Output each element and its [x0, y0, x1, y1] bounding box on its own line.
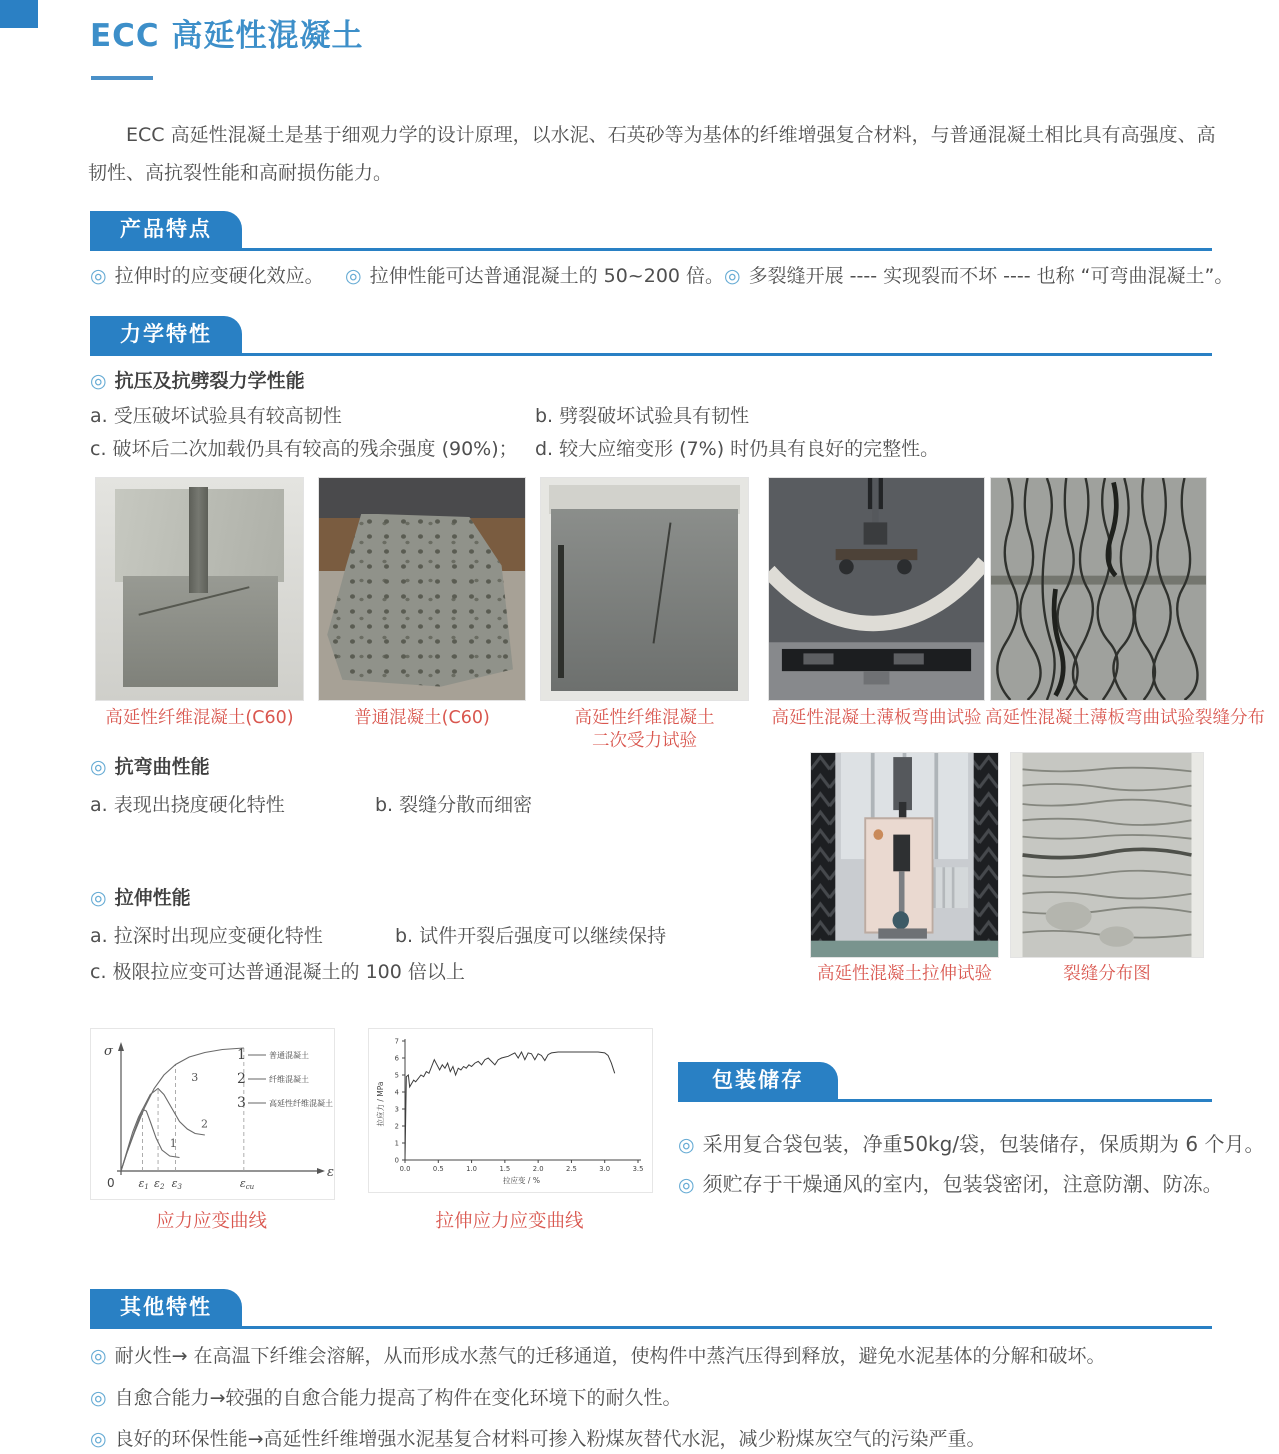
section-header-mechanical	[90, 316, 1212, 356]
bullet-text: 自愈合能力→较强的自愈合能力提高了构件在变化环境下的耐久性。	[114, 1387, 682, 1409]
other-bullet	[90, 1383, 1220, 1410]
subheading-bending	[90, 752, 210, 779]
photo-normal-concrete-c60	[318, 477, 526, 701]
photo-crack-map	[1010, 752, 1204, 958]
bending-test-illustration	[769, 478, 984, 700]
svg-text:εcu: εcu	[239, 1177, 255, 1191]
photo-caption: 高延性混凝土薄板弯曲试验	[771, 708, 982, 728]
bullet-icon: ◎	[90, 1428, 107, 1450]
list-item: d. 较大应缩变形 (7%) 时仍具有良好的完整性。	[535, 438, 940, 460]
corner-accent	[0, 0, 38, 28]
svg-text:0.5: 0.5	[432, 1165, 444, 1173]
tensile-chart-svg	[369, 1029, 652, 1192]
svg-text:3: 3	[237, 1095, 246, 1111]
list-item: b. 裂缝分散而细密	[375, 794, 533, 816]
subheading-text: 拉伸性能	[114, 887, 191, 909]
section-rule	[678, 1099, 1212, 1102]
photo-caption: 高延性纤维混凝土(C60)	[105, 708, 294, 728]
section-header-other	[90, 1289, 1212, 1329]
bullet-text: 耐火性→ 在高温下纤维会溶解，从而形成水蒸气的迁移通道，使构件中蒸汽压得到释放，避免水泥基体的分解和破坏。	[114, 1345, 1106, 1367]
cube-groove	[189, 487, 208, 594]
svg-text:2.0: 2.0	[532, 1165, 544, 1173]
list-item: a. 表现出挠度硬化特性	[90, 794, 285, 816]
section-badge-features: 产品特点	[90, 211, 242, 248]
packaging-bullet	[678, 1168, 1223, 1197]
other-bullet	[90, 1424, 1220, 1451]
section-rule	[90, 353, 1212, 356]
cube-face	[551, 509, 737, 691]
svg-text:2: 2	[200, 1117, 208, 1131]
section-badge-mechanical: 力学特性	[90, 316, 242, 353]
bullet-icon: ◎	[678, 1134, 695, 1156]
subheading-compression	[90, 366, 305, 393]
section-badge-other: 其他特性	[90, 1289, 242, 1326]
bullet-icon: ◎	[345, 265, 362, 287]
svg-text:1: 1	[169, 1137, 177, 1150]
packaging-bullet	[678, 1128, 1265, 1157]
svg-text:ε: ε	[327, 1165, 334, 1180]
svg-text:普通混凝土: 普通混凝土	[269, 1051, 309, 1060]
svg-text:3.5: 3.5	[632, 1165, 644, 1173]
feature-bullet	[90, 261, 324, 288]
svg-text:拉应力 / MPa: 拉应力 / MPa	[376, 1081, 385, 1127]
bullet-icon: ◎	[90, 1345, 107, 1367]
list-item: b. 劈裂破坏试验具有韧性	[535, 405, 750, 427]
photo-ecc-secondary-load	[540, 477, 749, 701]
intro-paragraph: ECC 高延性混凝土是基于细观力学的设计原理，以水泥、石英砂等为基体的纤维增强复合材料，与普通混凝土相比具有高强度、高韧性、高抗裂性能和高耐损伤能力。	[88, 124, 1216, 184]
photo-caption: 高延性纤维混凝土	[574, 708, 715, 728]
svg-text:6: 6	[394, 1054, 399, 1063]
section-badge-packaging: 包装储存	[678, 1062, 838, 1099]
svg-text:3: 3	[191, 1071, 199, 1084]
svg-text:4: 4	[394, 1088, 399, 1097]
bullet-icon: ◎	[90, 370, 107, 392]
svg-text:2.5: 2.5	[566, 1165, 577, 1173]
svg-text:ε1: ε1	[138, 1177, 149, 1191]
bullet-text: 采用复合袋包装，净重50kg/袋，包装储存，保质期为 6 个月。	[702, 1132, 1265, 1156]
photo-plate-bending-test	[768, 477, 985, 701]
subheading-text: 抗压及抗劈裂力学性能	[114, 370, 305, 392]
section-rule	[90, 1326, 1212, 1329]
svg-text:2: 2	[237, 1071, 246, 1087]
crack-map-illustration	[1011, 753, 1203, 957]
bullet-text: 多裂缝开展 ---- 实现裂而不坏 ---- 也称 “可弯曲混凝土”。	[748, 265, 1234, 287]
photo-tension-test-machine	[810, 752, 999, 958]
subheading-text: 抗弯曲性能	[114, 756, 210, 778]
feature-bullet	[724, 261, 1233, 288]
bullet-icon: ◎	[90, 887, 107, 909]
svg-text:ε3: ε3	[171, 1177, 182, 1191]
svg-text:拉应变 / %: 拉应变 / %	[503, 1176, 540, 1185]
list-item: c. 破坏后二次加载仍具有较高的残余强度 (90%)；	[90, 438, 518, 460]
svg-text:7: 7	[394, 1037, 399, 1046]
section-header-packaging	[678, 1062, 1212, 1102]
svg-text:1.5: 1.5	[499, 1165, 511, 1173]
svg-text:3: 3	[394, 1105, 399, 1114]
section-header-features	[90, 211, 1212, 251]
bullet-icon: ◎	[90, 1387, 107, 1409]
bullet-text: 拉伸时的应变硬化效应。	[114, 265, 324, 287]
subheading-tensile	[90, 883, 191, 910]
stress-strain-diagram-svg	[91, 1029, 334, 1199]
list-item: a. 拉深时出现应变硬化特性	[90, 925, 323, 947]
svg-text:1: 1	[394, 1139, 399, 1148]
page-title: ECC 高延性混凝土	[90, 18, 364, 54]
tensile-stress-strain-chart	[368, 1028, 653, 1193]
section-rule	[90, 248, 1212, 251]
svg-text:0: 0	[394, 1156, 399, 1165]
bullet-text: 须贮存于干燥通风的室内，包装袋密闭，注意防潮、防冻。	[702, 1172, 1223, 1196]
feature-bullet	[345, 261, 724, 288]
bullet-icon: ◎	[90, 265, 107, 287]
photo-caption: 高延性混凝土拉伸试验	[817, 964, 992, 984]
photo-caption: 裂缝分布图	[1063, 964, 1151, 984]
photo-ecc-cube-c60	[95, 477, 304, 701]
list-item: b. 试件开裂后强度可以继续保持	[395, 925, 667, 947]
bullet-icon: ◎	[724, 265, 741, 287]
bullet-icon: ◎	[678, 1174, 695, 1196]
photo-crack-distribution-bending	[990, 477, 1207, 701]
svg-text:3.0: 3.0	[599, 1165, 611, 1173]
svg-text:高延性纤维混凝土: 高延性纤维混凝土	[269, 1099, 333, 1108]
photo-caption-line2: 二次受力试验	[592, 731, 697, 751]
bullet-text: 拉伸性能可达普通混凝土的 50~200 倍。	[369, 265, 725, 287]
list-item: a. 受压破坏试验具有较高韧性	[90, 405, 342, 427]
svg-text:2: 2	[394, 1122, 399, 1131]
title-underline	[91, 76, 153, 80]
list-item: c. 极限拉应变可达普通混凝土的 100 倍以上	[90, 961, 465, 983]
crack-pattern-illustration	[991, 478, 1206, 700]
svg-text:σ: σ	[104, 1044, 113, 1059]
svg-text:0.0: 0.0	[399, 1165, 411, 1173]
svg-text:1: 1	[237, 1047, 246, 1063]
photo-caption: 高延性混凝土薄板弯曲试验裂缝分布	[985, 708, 1265, 728]
svg-text:纤维混凝土: 纤维混凝土	[269, 1075, 309, 1084]
other-bullet	[90, 1341, 1220, 1368]
photo-caption: 普通混凝土(C60)	[354, 708, 490, 728]
svg-text:5: 5	[394, 1071, 399, 1080]
stress-strain-diagram	[90, 1028, 335, 1200]
chart-caption: 拉伸应力应变曲线	[435, 1211, 584, 1232]
svg-text:ε2: ε2	[154, 1177, 165, 1191]
svg-text:0: 0	[107, 1176, 115, 1190]
cube-crack	[558, 545, 564, 678]
tension-machine-illustration	[811, 753, 998, 957]
svg-text:1.0: 1.0	[466, 1165, 477, 1173]
bullet-icon: ◎	[90, 756, 107, 778]
bullet-text: 良好的环保性能→高延性纤维增强水泥基复合材料可掺入粉煤灰替代水泥，减少粉煤灰空气的污染严重。	[114, 1428, 986, 1450]
chart-caption: 应力应变曲线	[155, 1211, 267, 1232]
